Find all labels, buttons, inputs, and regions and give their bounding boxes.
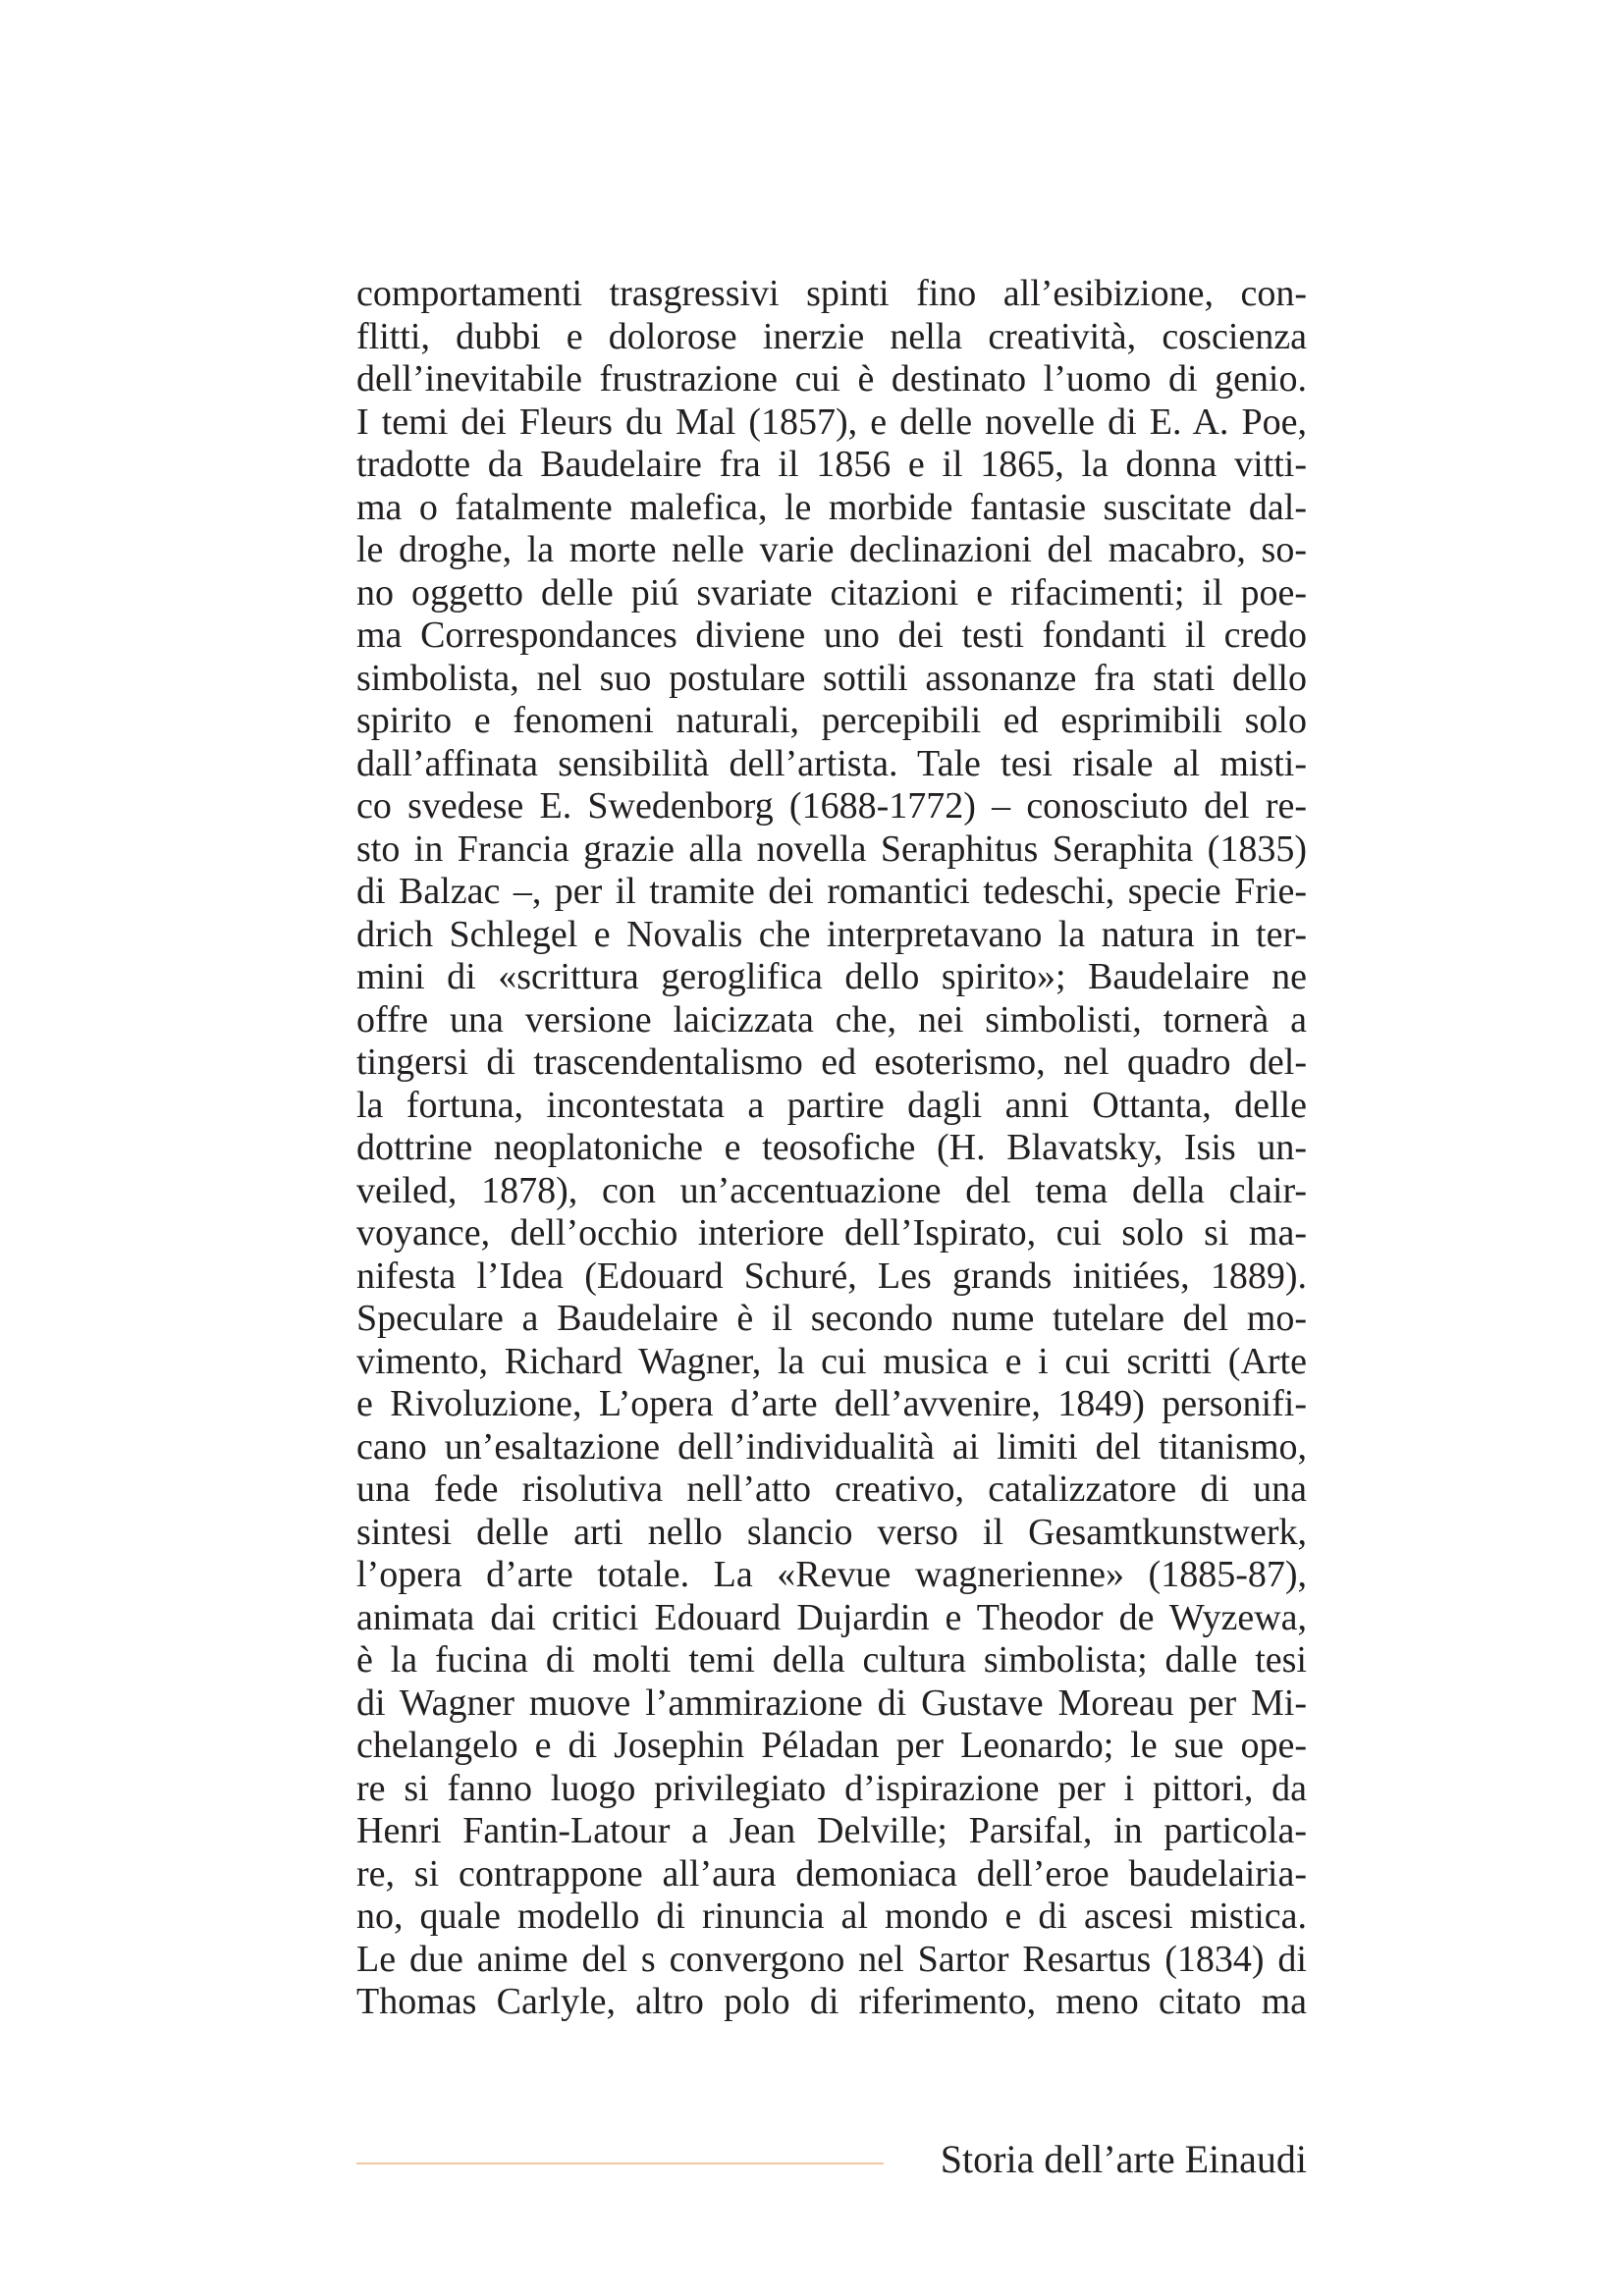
text-line: animata dai critici Edouard Dujardin e Theodor de Wyzewa, xyxy=(356,1596,1307,1638)
text-line: I temi dei Fleurs du Mal (1857), e delle novelle di E. A. Poe, xyxy=(356,400,1307,443)
text-line: drich Schlegel e Novalis che interpretavano la natura in ter- xyxy=(356,913,1307,955)
text-line: sintesi delle arti nello slancio verso il Gesamtkunstwerk, xyxy=(356,1511,1307,1553)
text-line: flitti, dubbi e dolorose inerzie nella creatività, coscienza xyxy=(356,315,1307,357)
text-line: ma Correspondances diviene uno dei testi fondanti il credo xyxy=(356,614,1307,656)
text-line: dell’inevitabile frustrazione cui è destinato l’uomo di genio. xyxy=(356,358,1307,400)
text-line: le droghe, la morte nelle varie declinazioni del macabro, so- xyxy=(356,529,1307,570)
text-line: tradotte da Baudelaire fra il 1856 e il 1865, la donna vitti- xyxy=(356,444,1307,485)
text-line: Le due anime del s convergono nel Sartor Resartus (1834) di xyxy=(356,1938,1307,1980)
footer-divider xyxy=(356,2163,884,2164)
text-line: no oggetto delle piú svariate citazioni e rifacimenti; il poe- xyxy=(356,571,1307,614)
text-line: re, si contrappone all’aura demoniaca dell’eroe baudelairia- xyxy=(356,1852,1307,1895)
text-line: dottrine neoplatoniche e teosofiche (H. Blavatsky, Isis un- xyxy=(356,1127,1307,1168)
text-line: l’opera d’arte totale. La «Revue wagnerienne» (1885-87), xyxy=(356,1554,1307,1595)
text-line: re si fanno luogo privilegiato d’ispirazione per i pittori, da xyxy=(356,1767,1307,1809)
text-line: veiled, 1878), con un’accentuazione del tema della clair- xyxy=(356,1169,1307,1211)
text-line: di Wagner muove l’ammirazione di Gustave Moreau per Mi- xyxy=(356,1682,1307,1724)
text-line: no, quale modello di rinuncia al mondo e di ascesi mistica. xyxy=(356,1896,1307,1937)
text-line: chelangelo e di Josephin Péladan per Leonardo; le sue ope- xyxy=(356,1725,1307,1766)
text-line: comportamenti trasgressivi spinti fino all’esibizione, con- xyxy=(356,273,1307,314)
footer-title: Storia dell’arte Einaudi xyxy=(940,2137,1307,2181)
text-line: una fede risolutiva nell’atto creativo, catalizzatore di una xyxy=(356,1468,1307,1510)
page-footer xyxy=(356,2130,1307,2189)
text-line: ma o fatalmente malefica, le morbide fantasie suscitate dal- xyxy=(356,486,1307,528)
text-line: vimento, Richard Wagner, la cui musica e i cui scritti (Arte xyxy=(356,1340,1307,1382)
text-line: sto in Francia grazie alla novella Seraphitus Seraphita (1835) xyxy=(356,828,1307,870)
text-line: offre una versione laicizzata che, nei simbolisti, tornerà a xyxy=(356,998,1307,1041)
text-line: è la fucina di molti temi della cultura simbolista; dalle tesi xyxy=(356,1639,1307,1681)
text-line: Speculare a Baudelaire è il secondo nume tutelare del mo- xyxy=(356,1298,1307,1339)
text-line: la fortuna, incontestata a partire dagli anni Ottanta, delle xyxy=(356,1084,1307,1126)
text-line: tingersi di trascendentalismo ed esoterismo, nel quadro del- xyxy=(356,1041,1307,1083)
text-line: simbolista, nel suo postulare sottili assonanze fra stati dello xyxy=(356,657,1307,699)
body-text xyxy=(356,273,1307,2024)
text-line: dall’affinata sensibilità dell’artista. Tale tesi risale al misti- xyxy=(356,742,1307,784)
text-line: co svedese E. Swedenborg (1688-1772) – conosciuto del re- xyxy=(356,785,1307,827)
text-line: voyance, dell’occhio interiore dell’Ispirato, cui solo si ma- xyxy=(356,1212,1307,1254)
text-line: Henri Fantin-Latour a Jean Delville; Parsifal, in particola- xyxy=(356,1810,1307,1851)
text-line: di Balzac –, per il tramite dei romantici tedeschi, specie Frie- xyxy=(356,871,1307,912)
text-line: Thomas Carlyle, altro polo di riferimento, meno citato ma xyxy=(356,1981,1307,2022)
text-line: cano un’esaltazione dell’individualità ai limiti del titanismo, xyxy=(356,1425,1307,1468)
text-line: mini di «scrittura geroglifica dello spirito»; Baudelaire ne xyxy=(356,956,1307,997)
text-line: e Rivoluzione, L’opera d’arte dell’avvenire, 1849) personifi- xyxy=(356,1383,1307,1424)
text-line: nifesta l’Idea (Edouard Schuré, Les grands initiées, 1889). xyxy=(356,1255,1307,1297)
text-line: spirito e fenomeni naturali, percepibili ed esprimibili solo xyxy=(356,700,1307,741)
